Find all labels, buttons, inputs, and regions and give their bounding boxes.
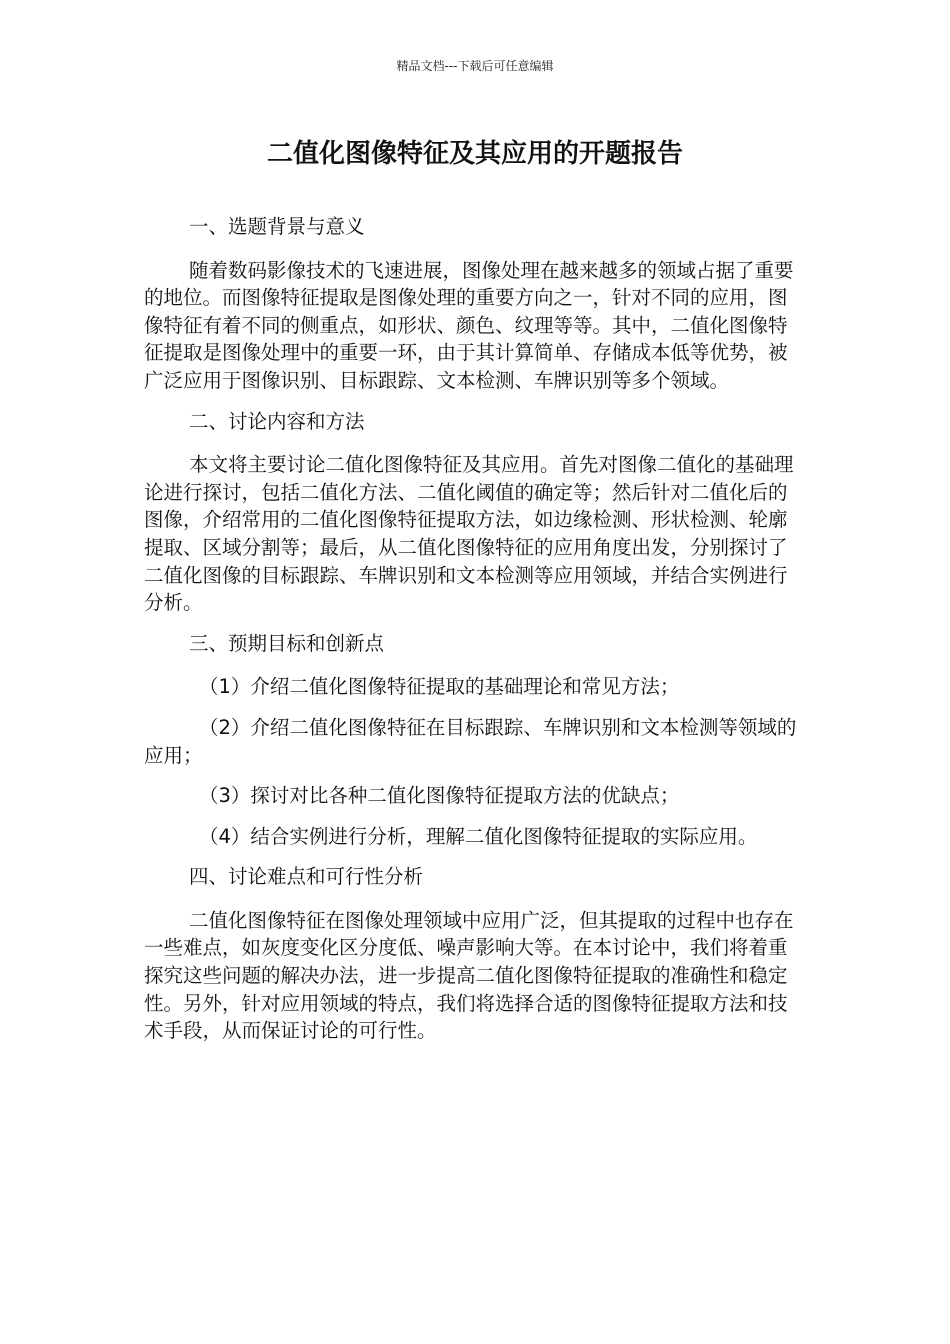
header-note: 精品文档---下载后可任意编辑 (396, 59, 554, 73)
goal-item-3: （3）探讨对比各种二值化图像特征提取方法的优缺点； (199, 784, 680, 808)
document-body (144, 213, 806, 1045)
paragraph-background: 随着数码影像技术的飞速进展，图像处理在越来越多的领域占据了重要的地位。而图像特征提取是图像处理的重要方向之一，针对不同的应用，图像特征有着不同的侧重点，如形状、颜色、纹理等等。其中，二值化图像特征提取是图像处理中的重要一环，由于其计算简单、存储成本低等优势，被广泛应用于图像识别、目标跟踪、文本检测、车牌识别等多个领域。 (144, 258, 794, 392)
goal-item-4: （4）结合实例进行分析，理解二值化图像特征提取的实际应用。 (199, 824, 758, 848)
paragraph-difficulties: 二值化图像特征在图像处理领域中应用广泛，但其提取的过程中也存在一些难点，如灰度变化区分度低、噪声影响大等。在本讨论中，我们将着重探究这些问题的解决办法，进一步提高二值化图像特征提取的准确性和稳定性。另外，针对应用领域的特点，我们将选择合适的图像特征提取方法和技术手段，从而保证讨论的可行性。 (144, 908, 794, 1043)
section-heading-content-method: 二、讨论内容和方法 (189, 409, 365, 433)
section-heading-goals: 三、预期目标和创新点 (189, 631, 385, 655)
section-heading-difficulties: 四、讨论难点和可行性分析 (189, 865, 424, 889)
section-heading-background: 一、选题背景与意义 (189, 215, 365, 238)
paragraph-content-method: 本文将主要讨论二值化图像特征及其应用。首先对图像二值化的基础理论进行探讨，包括二值化方法、二值化阈值的确定等；然后针对二值化后的图像，介绍常用的二值化图像特征提取方法，如边缘检测、形状检测、轮廓提取、区域分割等；最后，从二值化图像特征的应用角度出发，分别探讨了二值化图像的目标跟踪、车牌识别和文本检测等应用领域，并结合实例进行分析。 (144, 453, 794, 615)
document-title: 二值化图像特征及其应用的开题报告 (266, 139, 683, 169)
goal-item-1: （1）介绍二值化图像特征提取的基础理论和常见方法； (199, 675, 680, 699)
goal-item-2: （2）介绍二值化图像特征在目标跟踪、车牌识别和文本检测等领域的应用； (144, 715, 797, 767)
